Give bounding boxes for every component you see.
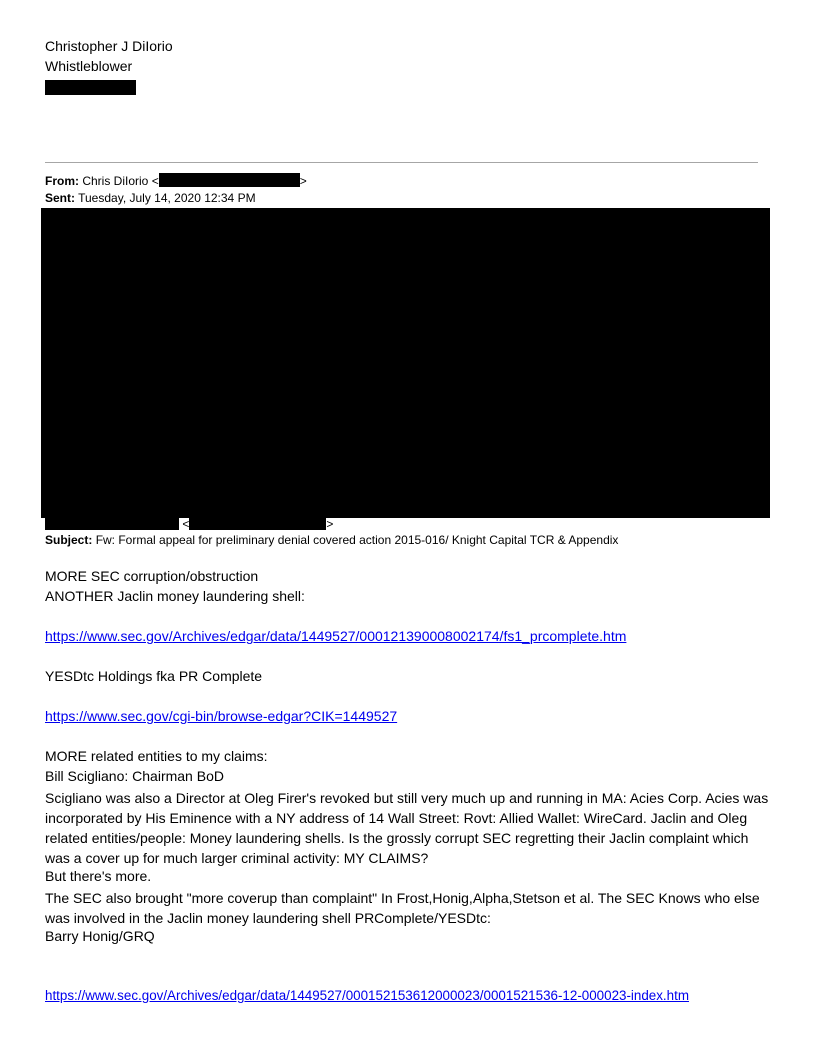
redaction-block [45,516,179,530]
body-line: MORE related entities to my claims: [45,748,268,764]
redaction-block [45,80,136,95]
redaction-block [41,208,770,518]
body-line: Bill Scigliano: Chairman BoD [45,768,224,784]
from-label: From: [45,174,79,188]
sender-role: Whistleblower [45,58,133,74]
body-line: But there's more. [45,868,152,884]
redaction-block [159,173,300,187]
gt-bracket: > [326,517,334,531]
body-paragraph: The SEC also brought "more coverup than complaint" In Frost,Honig,Alpha,Stetson et al. The SEC Knows who else was involved in the Jaclin money laundering shell PRComplete/YESDtc: [45,890,760,926]
sec-index-link[interactable]: https://www.sec.gov/Archives/edgar/data/1449527/000152153612000023/0001521536-12-000023-index.htm [45,988,689,1003]
from-value: Chris DiIorio < [82,174,159,188]
body-paragraph: Scigliano was also a Director at Oleg Firer's revoked but still very much up and running in MA: Acies Corp. Acies was incorporated by His Eminence with a NY address of 14 Wall Street: Rovt: Allied Wallet: WireCard. Jaclin and Oleg related entities/people: Money laundering shells. Is the grossly corrupt SEC regretting their Jaclin complaint which was a cover up for much larger criminal activity: MY CLAIMS? [45,790,769,866]
sec-browse-edgar-link[interactable]: https://www.sec.gov/cgi-bin/browse-edgar?CIK=1449527 [45,708,398,724]
subject-label: Subject: [45,533,93,547]
from-line [45,173,307,189]
lt-bracket: < [182,517,190,531]
body-line: ANOTHER Jaclin money laundering shell: [45,588,305,604]
body-line: YESDtc Holdings fka PR Complete [45,668,263,684]
redaction-block [189,516,326,530]
from-close: > [299,174,307,188]
header-divider [45,162,758,163]
body-line: MORE SEC corruption/obstruction [45,568,259,584]
subject-value: Fw: Formal appeal for preliminary denial covered action 2015-016/ Knight Capital TCR & Appendix [95,533,619,547]
subject-line [45,533,618,548]
sec-filing-link[interactable]: https://www.sec.gov/Archives/edgar/data/1449527/000121390008002174/fs1_prcomplete.htm [45,628,627,644]
sent-value: Tuesday, July 14, 2020 12:34 PM [78,191,256,205]
sent-line [45,191,256,206]
sent-label: Sent: [45,191,75,205]
redacted-recipient-line [45,516,333,532]
body-line: Barry Honig/GRQ [45,928,155,944]
sender-name: Christopher J DiIorio [45,38,173,54]
